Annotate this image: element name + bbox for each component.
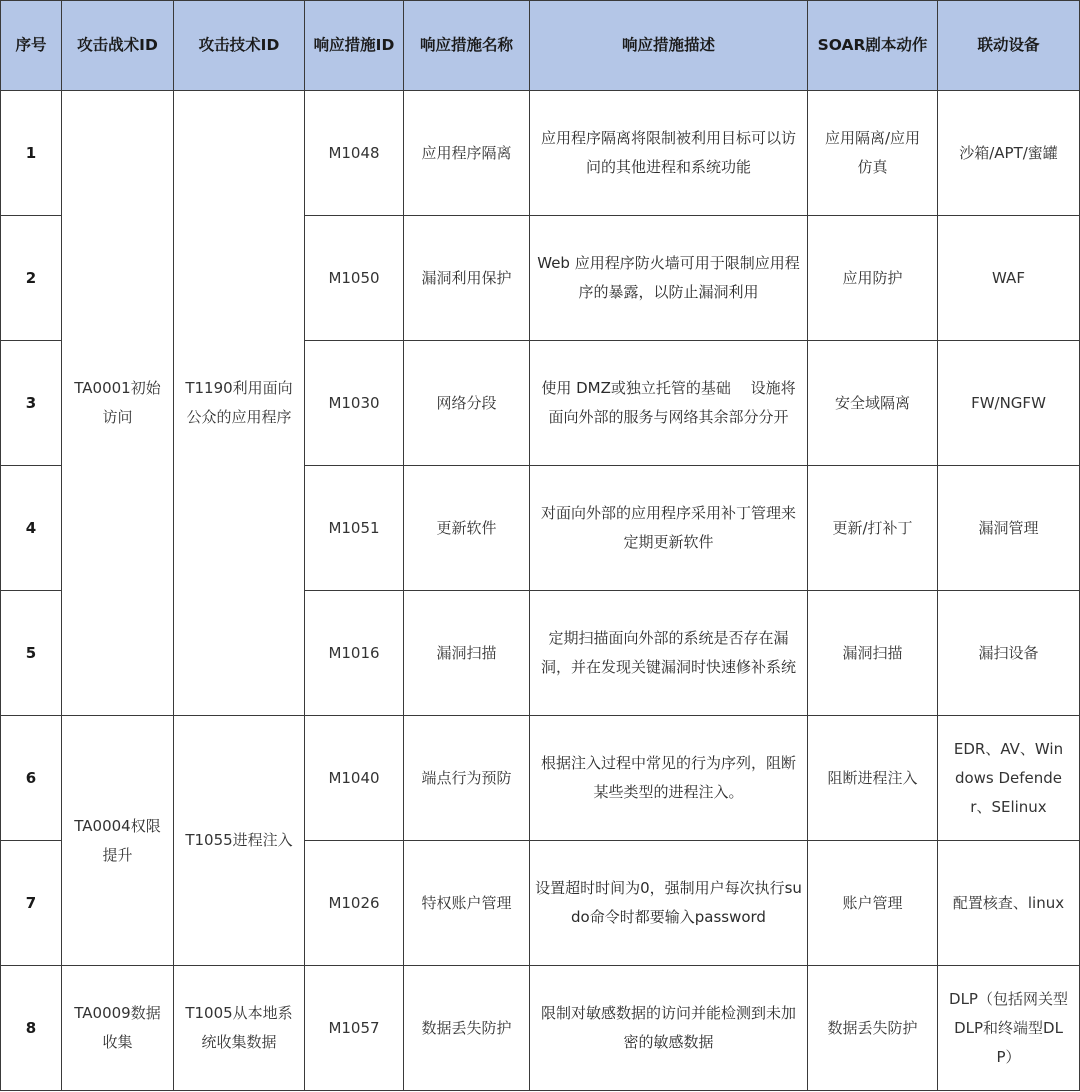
mitigation-id-cell: M1040 <box>305 716 404 841</box>
linked-devices-cell: FW/NGFW <box>938 341 1080 466</box>
soar-action-cell: 账户管理 <box>808 841 938 966</box>
technique-id-cell: T1055进程注入 <box>174 716 305 966</box>
mitigation-name-cell: 更新软件 <box>404 466 530 591</box>
linked-devices-cell: 漏洞管理 <box>938 466 1080 591</box>
mitigation-id-cell: M1050 <box>305 216 404 341</box>
mitigation-name-cell: 特权账户管理 <box>404 841 530 966</box>
mitigation-description-cell: 使用 DMZ或独立托管的基础 设施将面向外部的服务与网络其余部分分开 <box>530 341 808 466</box>
mitigation-name-cell: 漏洞利用保护 <box>404 216 530 341</box>
tactic-id-cell: TA0004权限提升 <box>62 716 174 966</box>
mitigation-name-cell: 数据丢失防护 <box>404 966 530 1091</box>
mitigation-description-cell: 应用程序隔离将限制被利用目标可以访问的其他进程和系统功能 <box>530 91 808 216</box>
table-row <box>1 966 1080 1091</box>
linked-devices-cell: EDR、AV、Windows Defender、SElinux <box>938 716 1080 841</box>
mitigation-description-cell: 定期扫描面向外部的系统是否存在漏洞，并在发现关键漏洞时快速修补系统 <box>530 591 808 716</box>
row-index: 5 <box>1 591 62 716</box>
row-index: 7 <box>1 841 62 966</box>
header-mitigation-description: 响应措施描述 <box>530 1 808 91</box>
mitigation-id-cell: M1048 <box>305 91 404 216</box>
mitigation-description-cell: 对面向外部的应用程序采用补丁管理来定期更新软件 <box>530 466 808 591</box>
soar-action-cell: 安全域隔离 <box>808 341 938 466</box>
header-row <box>1 1 1080 91</box>
linked-devices-cell: 配置核查、linux <box>938 841 1080 966</box>
mitigation-name-cell: 端点行为预防 <box>404 716 530 841</box>
row-index: 6 <box>1 716 62 841</box>
header-tactic-id: 攻击战术ID <box>62 1 174 91</box>
mitigation-name-cell: 漏洞扫描 <box>404 591 530 716</box>
mitigation-name-cell: 网络分段 <box>404 341 530 466</box>
linked-devices-cell: WAF <box>938 216 1080 341</box>
soar-action-cell: 更新/打补丁 <box>808 466 938 591</box>
mitigation-description-cell: Web 应用程序防火墙可用于限制应用程序的暴露，以防止漏洞利用 <box>530 216 808 341</box>
soar-action-cell: 应用防护 <box>808 216 938 341</box>
header-soar-action: SOAR剧本动作 <box>808 1 938 91</box>
table-row <box>1 716 1080 841</box>
tactic-id-cell: TA0009数据收集 <box>62 966 174 1091</box>
table-body <box>1 91 1080 1091</box>
tactic-id-cell: TA0001初始访问 <box>62 91 174 716</box>
header-index: 序号 <box>1 1 62 91</box>
linked-devices-cell: 沙箱/APT/蜜罐 <box>938 91 1080 216</box>
header-mitigation-name: 响应措施名称 <box>404 1 530 91</box>
mitigation-id-cell: M1051 <box>305 466 404 591</box>
header-technique-id: 攻击技术ID <box>174 1 305 91</box>
row-index: 8 <box>1 966 62 1091</box>
mitigation-id-cell: M1030 <box>305 341 404 466</box>
row-index: 2 <box>1 216 62 341</box>
soar-action-cell: 漏洞扫描 <box>808 591 938 716</box>
linked-devices-cell: 漏扫设备 <box>938 591 1080 716</box>
row-index: 1 <box>1 91 62 216</box>
mitigation-description-cell: 设置超时时间为0，强制用户每次执行sudo命令时都要输入password <box>530 841 808 966</box>
header-linked-devices: 联动设备 <box>938 1 1080 91</box>
linked-devices-cell: DLP（包括网关型DLP和终端型DLP） <box>938 966 1080 1091</box>
mitigation-description-cell: 限制对敏感数据的访问并能检测到未加密的敏感数据 <box>530 966 808 1091</box>
table-header <box>1 1 1080 91</box>
technique-id-cell: T1190利用面向公众的应用程序 <box>174 91 305 716</box>
table-row <box>1 91 1080 216</box>
soar-action-cell: 应用隔离/应用仿真 <box>808 91 938 216</box>
mitigation-id-cell: M1026 <box>305 841 404 966</box>
header-mitigation-id: 响应措施ID <box>305 1 404 91</box>
mitigation-description-cell: 根据注入过程中常见的行为序列，阻断某些类型的进程注入。 <box>530 716 808 841</box>
row-index: 4 <box>1 466 62 591</box>
mitigation-id-cell: M1057 <box>305 966 404 1091</box>
soar-action-cell: 数据丢失防护 <box>808 966 938 1091</box>
mitigation-name-cell: 应用程序隔离 <box>404 91 530 216</box>
soar-action-cell: 阻断进程注入 <box>808 716 938 841</box>
mitigation-id-cell: M1016 <box>305 591 404 716</box>
technique-id-cell: T1005从本地系统收集数据 <box>174 966 305 1091</box>
row-index: 3 <box>1 341 62 466</box>
